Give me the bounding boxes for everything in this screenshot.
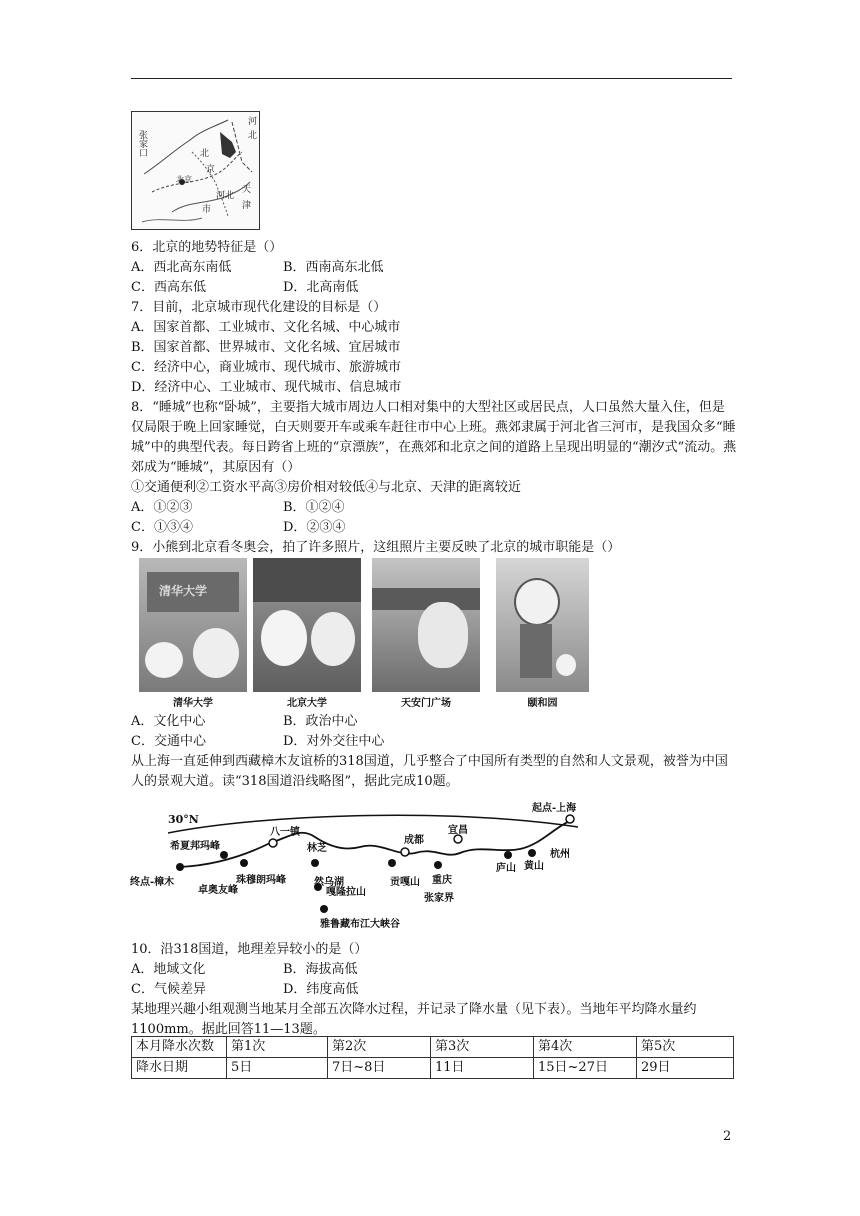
q9-option-a: A．文化中心: [131, 714, 206, 729]
photo-summer-palace: [496, 558, 589, 692]
q8-stem: 8．“睡城”也称“卧城”，主要指大城市周边人口相对集中的大型社区或居民点，人口虽然大量入住，但是仅局限于晚上回家睡觉，白天则要开车或乘车赶往市中心上班。燕郊隶属于河北省三河市，是我国众多“睡城”中的典型代表。每日跨省上班的“京漂族”，在燕郊和北京之间的道路上呈现出明显的“潮汐式”流动。燕郊成为“睡城”，其原因有（）: [131, 400, 737, 475]
table-header-cell: 第4次: [534, 1037, 637, 1058]
q8-option-c: C．①③④: [131, 520, 193, 535]
map-label-jin: 津: [242, 201, 252, 211]
map-label-tian: 天: [242, 185, 252, 195]
q7-option-d: D．经济中心、工业城市、现代城市、信息城市: [131, 380, 402, 395]
q6-option-d: D．北高南低: [283, 280, 359, 295]
q10-option-d: D．纬度高低: [283, 982, 359, 997]
caption-tiananmen: 天安门广场: [401, 698, 451, 709]
place-qomolangma: 珠穆朗玛峰: [236, 875, 286, 886]
place-chongqing: 重庆: [432, 875, 452, 886]
table-cell: 5日: [227, 1058, 328, 1079]
place-lushan: 庐山: [496, 863, 516, 874]
place-linzhi: 林芝: [307, 843, 327, 854]
doll-icon: [514, 578, 560, 626]
q9-option-b: B．政治中心: [283, 714, 358, 729]
q8-option-d: D．②③④: [283, 520, 346, 535]
q8-option-a: A．①②③: [131, 500, 193, 515]
place-xixiabangma: 希夏邦玛峰: [170, 841, 220, 852]
q10-stem: 10．沿318国道，地理差异较小的是（）: [131, 942, 368, 957]
table-cell: 29日: [637, 1058, 734, 1079]
caption-summer-palace: 颐和园: [527, 698, 558, 709]
q9-option-c: C．交通中心: [131, 734, 206, 749]
map-label-zhangjiakou: 张家口: [137, 130, 147, 157]
latitude-label: 30°N: [168, 813, 199, 826]
q9-option-d: D．对外交往中心: [283, 734, 385, 749]
q6-stem: 6．北京的地势特征是（）: [131, 240, 283, 255]
table-header-cell: 第1次: [227, 1037, 328, 1058]
place-bayi: 八一镇: [270, 827, 300, 838]
photo-tsinghua: [139, 558, 247, 692]
q7-option-c: C．经济中心，商业城市、现代城市、旅游城市: [131, 360, 401, 375]
doll-body-icon: [520, 624, 552, 678]
table-cell: 降水日期: [132, 1058, 227, 1079]
photo-tiananmen: [372, 558, 480, 692]
caption-pku: 北京大学: [287, 698, 327, 709]
q6-option-b: B．西南高东北低: [283, 260, 384, 275]
map-label-beijing: 北京: [176, 175, 192, 184]
map-label-bei: 北: [248, 131, 258, 141]
map-label-hebei: 河北: [216, 191, 235, 201]
place-choyu: 卓奥友峰: [198, 885, 238, 896]
table-cell: 7日~8日: [328, 1058, 431, 1079]
start-label: 起点-上海: [532, 803, 577, 814]
route-318-map: [130, 797, 590, 937]
beijing-map: [131, 111, 260, 230]
page-number: 2: [723, 1129, 732, 1144]
q7-option-b: B．国家首都、世界城市、文化名城、宜居城市: [131, 340, 401, 355]
table-cell: 11日: [431, 1058, 534, 1079]
map-label-shi: 市: [202, 205, 212, 215]
gate-tower-icon: [372, 588, 480, 610]
rain-table: [131, 1036, 734, 1079]
place-yichang: 宜昌: [448, 825, 468, 836]
map-label-bei2: 北: [200, 149, 210, 159]
place-ranwu: 然乌湖: [314, 877, 344, 888]
map-lines: [132, 112, 259, 229]
q9-stem: 9．小熊到北京看冬奥会，拍了许多照片，这组照片主要反映了北京的城市职能是（）: [131, 540, 621, 555]
table-row: [132, 1058, 734, 1079]
passage-318: 从上海一直延伸到西藏樟木友谊桥的318国道，几乎整合了中国所有类型的自然和人文景观，被誉为中国人的景观大道。读“318国道沿线略图”，据此完成10题。: [131, 754, 728, 789]
bear-icon: [193, 628, 239, 678]
table-header-cell: 第2次: [328, 1037, 431, 1058]
q7-option-a: A．国家首都、工业城市、文化名城、中心城市: [131, 320, 401, 335]
table-row: [132, 1037, 734, 1058]
bear-icon: [261, 610, 307, 666]
roof-icon: [253, 558, 361, 602]
q8-option-b: B．①②④: [283, 500, 345, 515]
bear-icon: [556, 654, 576, 676]
photo-pku: [253, 558, 361, 692]
place-huangshan: 黄山: [524, 861, 544, 872]
table-header-cell: 本月降水次数: [132, 1037, 227, 1058]
place-yarlung-canyon: 雅鲁藏布江大峡谷: [320, 919, 400, 930]
passage-rain: 某地理兴趣小组观测当地某月全部五次降水过程，并记录了降水量（见下表）。当地年平均降水量约1100mm。据此回答11—13题。: [131, 1002, 697, 1037]
gate-text: 清华大学: [159, 584, 208, 598]
header-rule: [131, 78, 732, 79]
end-label: 终点-樟木: [130, 877, 175, 888]
place-hangzhou: 杭州: [550, 849, 570, 860]
table-cell: 15日~27日: [534, 1058, 637, 1079]
q6-option-c: C．西高东低: [131, 280, 206, 295]
place-chengdu: 成都: [404, 835, 424, 846]
q7-stem: 7．目前，北京城市现代化建设的目标是（）: [131, 300, 387, 315]
place-zhangjiajie: 张家界: [424, 893, 454, 904]
q6-option-a: A．西北高东南低: [131, 260, 232, 275]
map-label-he: 河: [248, 117, 258, 127]
q10-option-b: B．海拔高低: [283, 962, 358, 977]
table-header-cell: 第5次: [637, 1037, 734, 1058]
q10-option-a: A．地域文化: [131, 962, 206, 977]
bear-icon: [311, 612, 355, 666]
photo-strip: [139, 558, 589, 708]
place-galongla: 嘎隆拉山: [326, 887, 366, 898]
q10-option-c: C．气候差异: [131, 982, 206, 997]
q8-factors: ①交通便利②工资水平高③房价相对较低④与北京、天津的距离较近: [131, 480, 522, 495]
caption-tsinghua: 清华大学: [173, 698, 213, 709]
table-header-cell: 第3次: [431, 1037, 534, 1058]
bear-icon: [145, 642, 183, 678]
bear-icon: [418, 602, 468, 668]
map-label-jing: 京: [206, 165, 216, 175]
place-gongga: 贡嘎山: [390, 877, 420, 888]
